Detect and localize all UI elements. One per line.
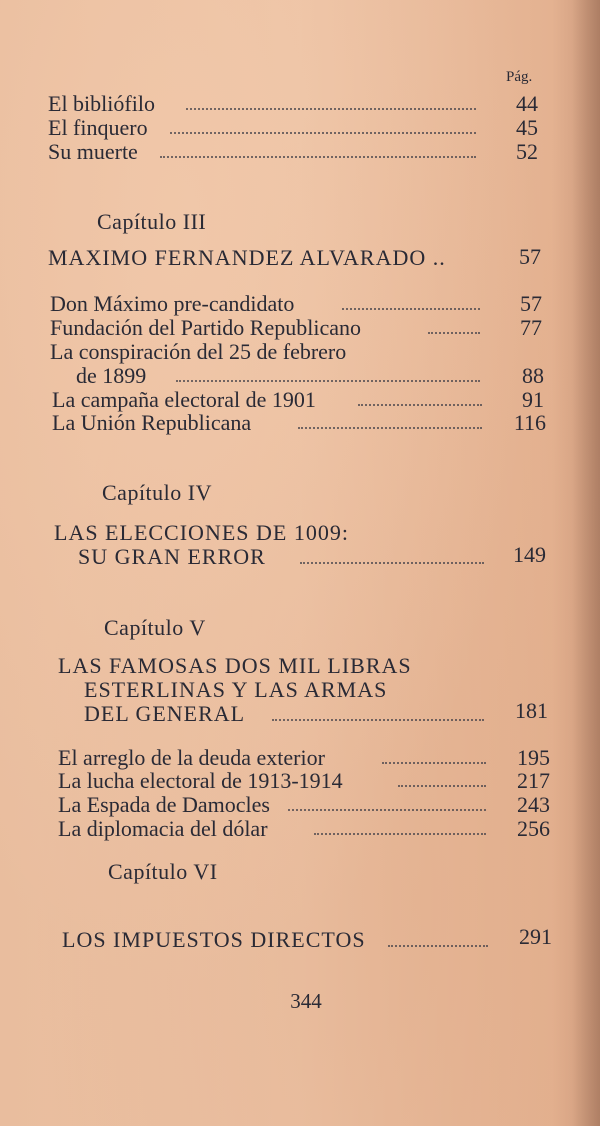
dot-leader bbox=[170, 132, 476, 134]
dot-leader bbox=[300, 562, 484, 564]
chapter-heading: Capítulo IV bbox=[102, 480, 212, 505]
entry-page: 45 bbox=[516, 115, 538, 140]
entry-label: La conspiración del 25 de febrero bbox=[50, 339, 347, 364]
toc-entry bbox=[0, 409, 600, 437]
entry-page: 195 bbox=[517, 745, 550, 770]
dot-leader bbox=[388, 945, 488, 947]
entry-page: 91 bbox=[522, 387, 544, 412]
entry-page: 88 bbox=[522, 363, 544, 388]
entry-page: 77 bbox=[520, 315, 542, 340]
entry-page: 217 bbox=[517, 768, 550, 793]
entry-page: 44 bbox=[516, 91, 538, 116]
entry-label: Su muerte bbox=[48, 139, 138, 164]
entry-label: La Espada de Damocles bbox=[58, 792, 270, 817]
chapter-title-line: LAS ELECCIONES DE 1009: bbox=[54, 520, 349, 545]
chapter-title-page: 149 bbox=[513, 542, 546, 567]
entry-label: La lucha electoral de 1913-1914 bbox=[58, 768, 343, 793]
chapter-title: LOS IMPUESTOS DIRECTOS bbox=[62, 927, 366, 952]
dot-leader bbox=[288, 809, 486, 811]
chapter-heading: Capítulo VI bbox=[108, 859, 218, 884]
page-column-label: Pág. bbox=[506, 69, 533, 85]
dot-leader bbox=[186, 108, 476, 110]
toc-entry bbox=[0, 138, 600, 166]
chapter-heading: Capítulo III bbox=[97, 209, 207, 234]
chapter-title-page: 291 bbox=[519, 924, 552, 949]
entry-label: Fundación del Partido Republicano bbox=[50, 315, 361, 340]
chapter-title-page: 57 bbox=[519, 244, 541, 269]
chapter-title-line: DEL GENERAL bbox=[84, 701, 246, 726]
entry-page: 52 bbox=[516, 139, 538, 164]
entry-label: La campaña electoral de 1901 bbox=[52, 387, 316, 412]
entry-label-continuation: de 1899 bbox=[76, 363, 147, 388]
chapter-title-line: SU GRAN ERROR bbox=[78, 544, 266, 569]
dot-leader bbox=[298, 427, 482, 429]
chapter-title: MAXIMO FERNANDEZ ALVARADO .. bbox=[48, 245, 446, 270]
dot-leader bbox=[272, 719, 484, 721]
page-edge-shadow bbox=[572, 0, 600, 1126]
entry-label: La Unión Republicana bbox=[52, 410, 252, 435]
dot-leader bbox=[382, 762, 486, 764]
dot-leader bbox=[314, 833, 486, 835]
entry-label: La diplomacia del dólar bbox=[58, 816, 268, 841]
entry-label: Don Máximo pre-candidato bbox=[50, 291, 295, 316]
chapter-title-line: ESTERLINAS Y LAS ARMAS bbox=[84, 677, 388, 702]
chapter-title-page: 181 bbox=[515, 698, 548, 723]
entry-label: El arreglo de la deuda exterior bbox=[58, 745, 325, 770]
chapter-heading: Capítulo V bbox=[104, 615, 206, 640]
entry-page: 116 bbox=[513, 410, 546, 435]
dot-leader bbox=[428, 332, 480, 334]
dot-leader bbox=[160, 156, 476, 158]
dot-leader bbox=[176, 380, 480, 382]
dot-leader bbox=[358, 404, 482, 406]
entry-page: 57 bbox=[520, 291, 542, 316]
entry-page: 243 bbox=[517, 792, 550, 817]
page-number: 344 bbox=[290, 989, 322, 1013]
chapter-title-line: LAS FAMOSAS DOS MIL LIBRAS bbox=[58, 653, 412, 678]
entry-label: El bibliófilo bbox=[48, 91, 155, 116]
toc-entry bbox=[0, 815, 600, 843]
entry-label: El finquero bbox=[48, 115, 148, 140]
dot-leader bbox=[398, 785, 486, 787]
dot-leader bbox=[342, 308, 480, 310]
entry-page: 256 bbox=[517, 816, 550, 841]
